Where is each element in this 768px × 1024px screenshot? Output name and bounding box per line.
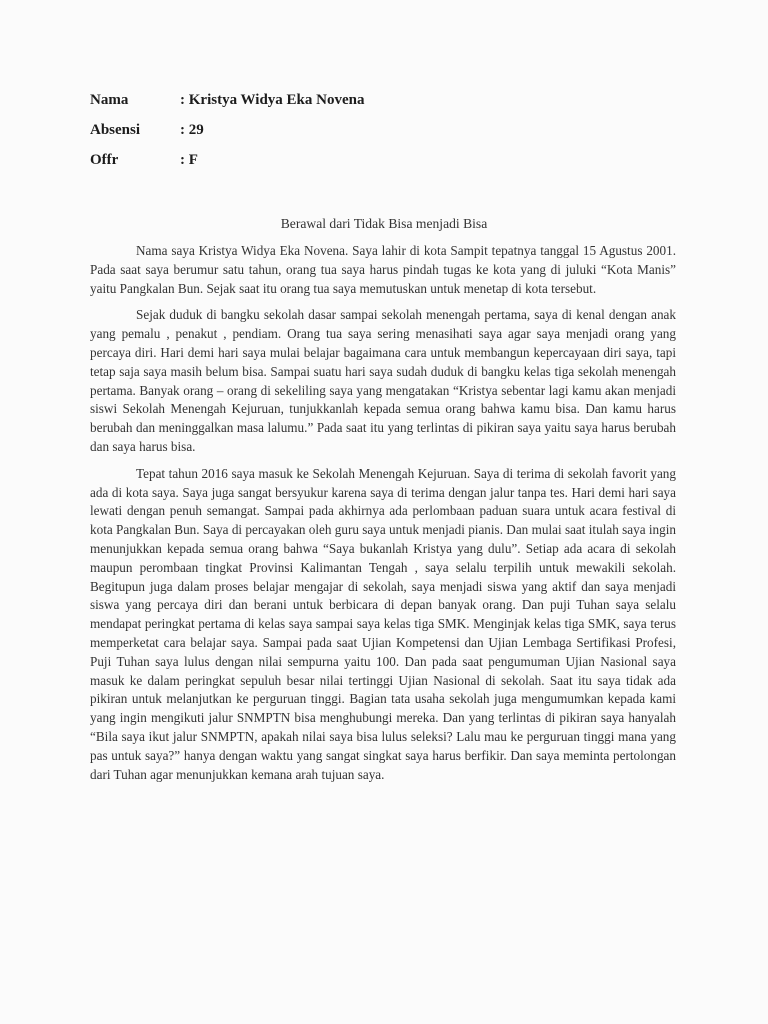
essay-body: [90, 242, 676, 792]
info-label-class: Offr: [90, 152, 119, 168]
essay-paragraph-2: Sejak duduk di bangku sekolah dasar sampai sekolah menengah pertama, saya di kenal dengan anak yang pemalu , penakut , pendiam. Orang tua saya sering menasihati saya agar saya menjadi orang yang percaya diri. Hari demi hari saya mulai belajar bagaimana cara untuk membangun kepercayaan diri saya, tapi tetap saja saya masih belum bisa. Sampai suatu hari saya sudah duduk di bangku kelas tiga sekolah menengah pertama. Banyak orang – orang di sekeliling saya yang mengatakan “Kristya sebentar lagi kamu akan menjadi siswi Sekolah Menengah Kejuruan, tunjukkanlah kepada semua orang bahwa kamu bisa. Dan kamu harus berubah dan meninggalkan masa lalumu.” Pada saat itu yang terlintas di pikiran saya yaitu saya harus berubah dan saya harus bisa.: [90, 307, 676, 454]
student-info: [90, 92, 590, 182]
info-value-name: : Kristya Widya Eka Novena: [180, 92, 365, 108]
info-row-name: [90, 92, 590, 122]
essay-title: Berawal dari Tidak Bisa menjadi Bisa: [280, 216, 488, 231]
info-label-name: Nama: [90, 92, 129, 108]
info-row-class: [90, 152, 590, 182]
essay-paragraph-1: Nama saya Kristya Widya Eka Novena. Saya lahir di kota Sampit tepatnya tanggal 15 Agustus 2001. Pada saat saya berumur satu tahun, orang tua saya harus pindah tugas ke kota yang di juluki “Kota Manis” yaitu Pangkalan Bun. Sejak saat itu orang tua saya memutuskan untuk menetap di kota tersebut.: [90, 243, 676, 296]
info-value-class: : F: [180, 152, 198, 168]
info-value-attendance: : 29: [180, 122, 204, 138]
essay-paragraph-3: Tepat tahun 2016 saya masuk ke Sekolah Menengah Kejuruan. Saya di terima di sekolah favorit yang ada di kota saya. Saya juga sangat bersyukur karena saya di terima dengan jalur tanpa tes. Hari demi hari saya lewati dengan penuh semangat. Sampai pada akhirnya ada perlombaan paduan suara untuk acara festival di kota Pangkalan Bun. Saya di percayakan oleh guru saya untuk menjadi pianis. Dan mulai saat itulah saya ingin menunjukkan kepada semua orang bahwa “Saya bukanlah Kristya yang dulu”. Setiap ada acara di sekolah maupun perombaan tingkat Provinsi Kalimantan Tengah , saya selalu terpilih untuk mewakili sekolah. Begitupun juga dalam proses belajar mengajar di sekolah, saya menjadi siswa yang aktif dan saya menjadi siswa yang percaya diri dan berani untuk berbicara di depan banyak orang. Dan puji Tuhan saya selalu mendapat peringkat pertama di kelas saya sampai saya kelas tiga SMK. Menginjak kelas tiga SMK, saya terus memperketat cara belajar saya. Sampai pada saat Ujian Kompetensi dan Ujian Lembaga Sertifikasi Profesi, Puji Tuhan saya lulus dengan nilai sempurna yaitu 100. Dan pada saat pengumuman Ujian Nasional saya masuk ke dalam peringkat sepuluh besar nilai tertinggi Ujian Nasional di sekolah. Saat itu saya tidak ada pikiran untuk melanjutkan ke perguruan tinggi. Bagian tata usaha sekolah juga mengumumkan kepada kami yang ingin mengikuti jalur SNMPTN bisa menghubungi mereka. Dan yang terlintas di pikiran saya hanyalah “Bila saya ikut jalur SNMPTN, apakah nilai saya bisa lulus seleksi? Lalu mau ke perguruan tinggi mana yang pas untuk saya?” hanya dengan waktu yang sangat singkat saya harus berfikir. Dan saya meminta pertolongan dari Tuhan agar menunjukkan kemana arah tujuan saya.: [90, 465, 676, 782]
info-row-attendance: [90, 122, 590, 152]
info-label-attendance: Absensi: [90, 122, 141, 138]
